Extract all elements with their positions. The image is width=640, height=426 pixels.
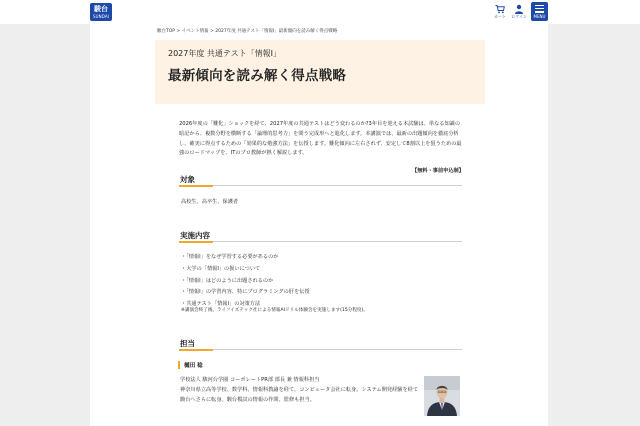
content-list <box>181 252 310 311</box>
target-heading: 対象 <box>180 175 195 184</box>
section-divider <box>179 241 462 242</box>
menu-label: MENU <box>533 14 546 19</box>
bio-line: 駿台へさらに転身。駿台模試の情報の作問、監修も担当。 <box>180 396 315 403</box>
menu-button[interactable] <box>531 2 548 21</box>
intro-line: 2026年度の「難化」ショックを経て、2027年度の共通テストはどう変わるのか?3年目を迎える本試験は、単なる知識の <box>179 121 461 127</box>
logo-subtext: SUNDAI <box>93 14 109 19</box>
user-icon <box>514 4 524 14</box>
breadcrumb[interactable]: 駿台TOP > イベント情報 > 2027年度 共通テスト「情報Ⅰ」最新傾向を読み解く得点戦略 <box>157 29 338 34</box>
event-subtitle: 2027年度 共通テスト「情報Ⅰ」 <box>168 49 281 58</box>
intro-text <box>179 120 464 159</box>
list-item: ・共通テスト「情報Ⅰ」の対策方法 <box>181 301 261 308</box>
content-page <box>90 24 548 426</box>
speaker-portrait-image <box>424 376 460 416</box>
intro-line: 暗記から、複数分野を横断する「論理的思考力」を問う完成形へと進化します。本講演では、最新の出題傾向を徹底分析 <box>179 130 459 137</box>
event-hero <box>155 40 485 104</box>
intro-line: し、確実に得点するための「効果的な勉強方法」を伝授します。難化傾向に左右されず、安定して8割以上を狙うための最 <box>179 140 462 147</box>
site-header <box>0 0 640 24</box>
content-note: ※講演会終了後、ライフイズテック社による情報AIドリル体験会を実施します(15分程度)。 <box>181 308 368 313</box>
content-heading: 実施内容 <box>180 231 210 240</box>
event-title: 最新傾向を読み解く得点戦略 <box>168 68 347 84</box>
sundai-logo[interactable] <box>90 3 112 21</box>
logo-text: 駿台 <box>94 5 108 13</box>
section-divider <box>179 349 462 350</box>
cart-icon <box>495 4 505 14</box>
speaker-heading: 担当 <box>180 339 195 348</box>
login-label: ログイン <box>511 14 527 19</box>
list-item: ・「情報Ⅰ」をなぜ学習する必要があるのか <box>181 254 279 260</box>
free-registration-label: 【無料・事前申込制】 <box>412 168 464 174</box>
list-item: ・「情報Ⅰ」の学習内容、特にプログラミングの肝を伝授 <box>181 289 310 296</box>
speaker-photo <box>424 376 460 416</box>
bio-line: 学校法人 駿河台学園 コーポレートPR部 部長 兼 情報科担当 <box>180 377 320 383</box>
cart-label: カート <box>494 14 506 19</box>
target-text: 高校生、高卒生、保護者 <box>181 199 239 205</box>
cart-button[interactable] <box>490 4 510 20</box>
bio-line: 神奈川県立高等学校、数学科、情報科教諭を経て、コンピュータ会社に転身。システム開発経験を経て <box>180 386 419 393</box>
speaker-name: 樋田 稔 <box>178 361 203 369</box>
login-button[interactable] <box>509 4 529 20</box>
list-item: ・大学の「情報Ⅰ」の扱いについて <box>181 265 261 272</box>
speaker-bio <box>180 376 418 405</box>
list-item: ・「情報Ⅰ」はどのように出題されるのか <box>181 277 274 284</box>
section-divider <box>179 185 462 186</box>
intro-line: 強のロードマップを、ITのプロ教師が熱く解説します。 <box>179 150 308 157</box>
